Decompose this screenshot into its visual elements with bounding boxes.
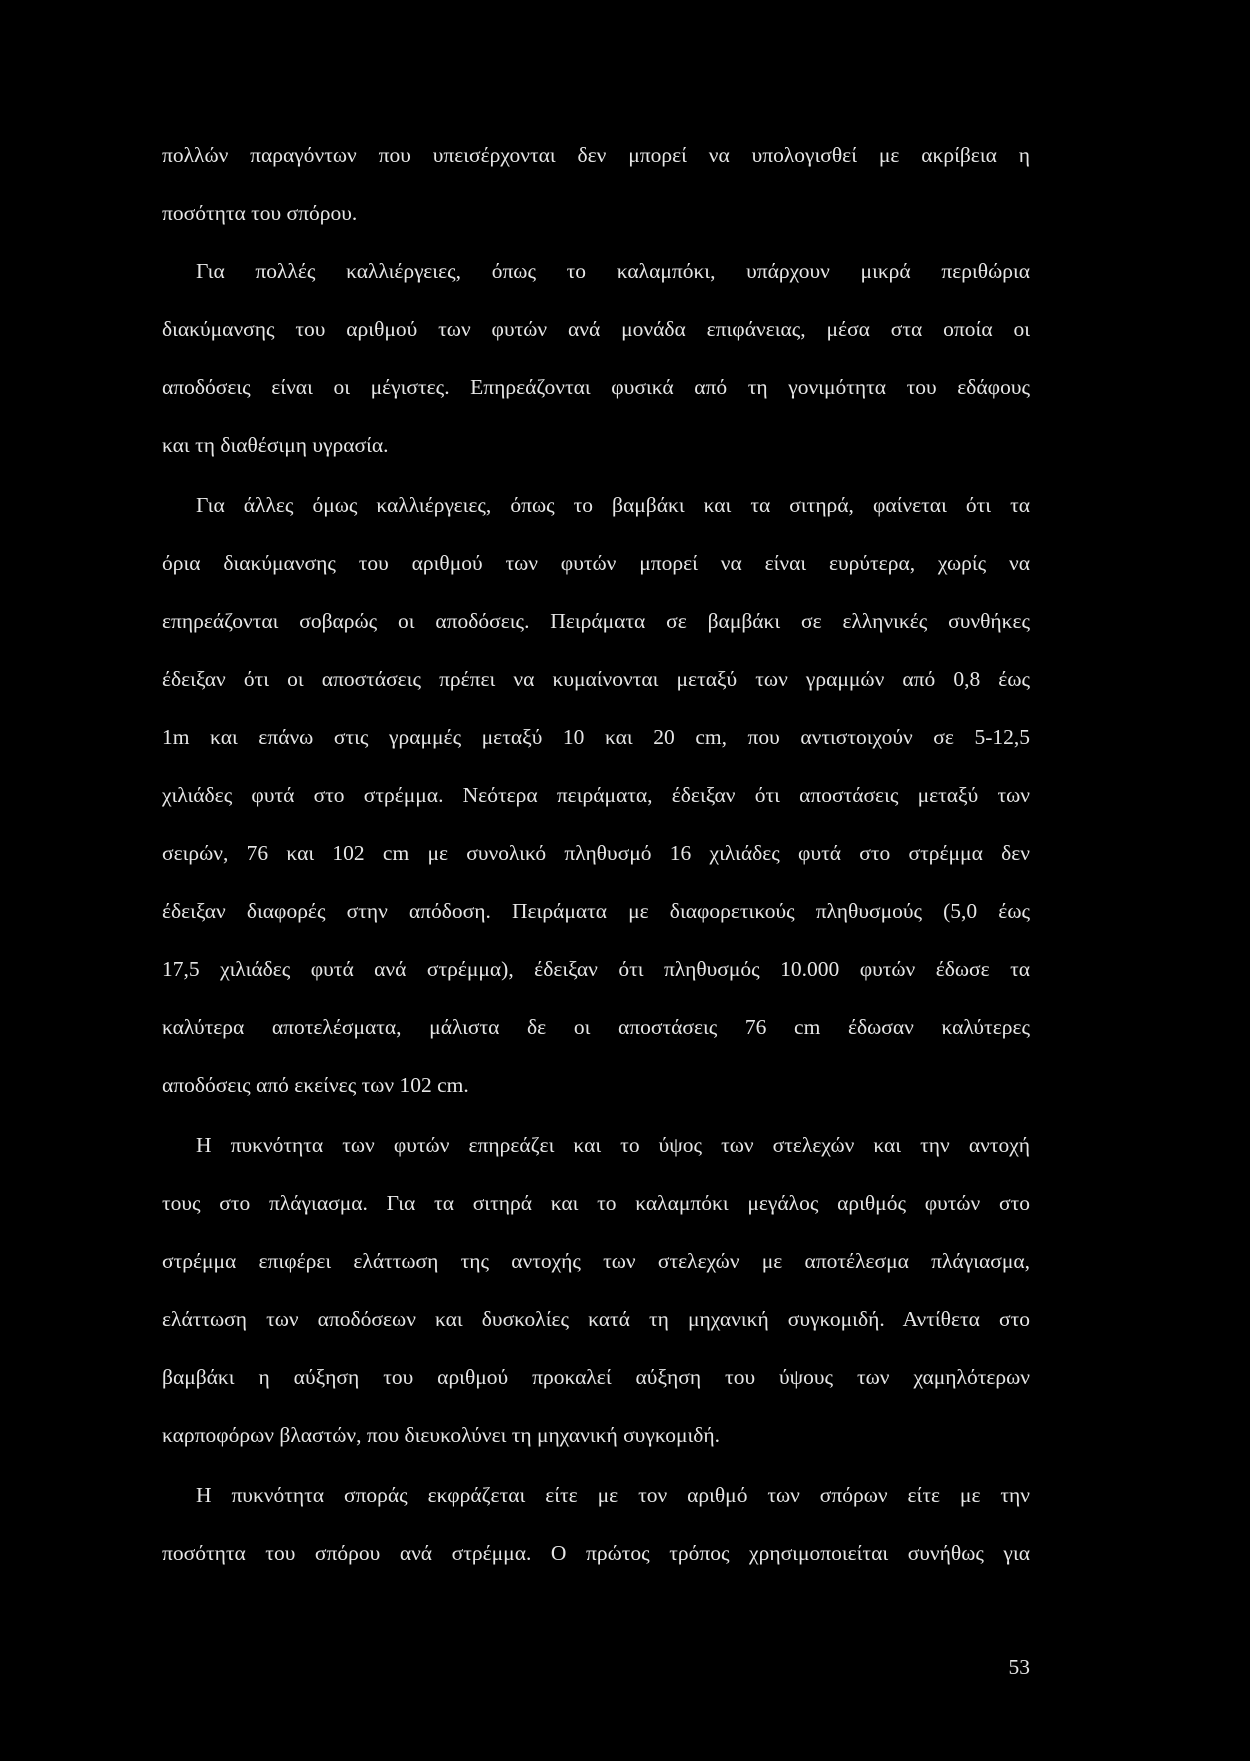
text-line: αποδόσεις από εκείνες των 102 cm.: [162, 1073, 469, 1097]
paragraph-first-line: Η πυκνότητα των φυτών επηρεάζει και το ύψος των στελεχών και την αντοχή: [196, 1133, 1030, 1157]
text-line: έδειξαν ότι οι αποστάσεις πρέπει να κυμαίνονται μεταξύ των γραμμών από 0,8 έως: [162, 667, 1030, 691]
text-line: επηρεάζονται σοβαρώς οι αποδόσεις. Πειράματα σε βαμβάκι σε ελληνικές συνθήκες: [162, 609, 1030, 633]
text-line: διακύμανσης του αριθμού των φυτών ανά μονάδα επιφάνειας, μέσα στα οποία οι: [162, 317, 1030, 341]
text-line: και τη διαθέσιμη υγρασία.: [162, 433, 389, 457]
text-line: ελάττωση των αποδόσεων και δυσκολίες κατά τη μηχανική συγκομιδή. Αντίθετα στο: [162, 1307, 1030, 1331]
text-line: καλύτερα αποτελέσματα, μάλιστα δε οι αποστάσεις 76 cm έδωσαν καλύτερες: [162, 1015, 1030, 1039]
paragraph-first-line: Για πολλές καλλιέργειες, όπως το καλαμπόκι, υπάρχουν μικρά περιθώρια: [196, 259, 1030, 283]
text-line: χιλιάδες φυτά στο στρέμμα. Νεότερα πειράματα, έδειξαν ότι αποστάσεις μεταξύ των: [162, 783, 1030, 807]
text-line: όρια διακύμανσης του αριθμού των φυτών μπορεί να είναι ευρύτερα, χωρίς να: [162, 551, 1030, 575]
text-line: σειρών, 76 και 102 cm με συνολικό πληθυσμό 16 χιλιάδες φυτά στο στρέμμα δεν: [162, 841, 1030, 865]
text-line: ποσότητα του σπόρου.: [162, 201, 358, 225]
text-line: στρέμμα επιφέρει ελάττωση της αντοχής των στελεχών με αποτέλεσμα πλάγιασμα,: [162, 1249, 1030, 1273]
text-line: έδειξαν διαφορές στην απόδοση. Πειράματα με διαφορετικούς πληθυσμούς (5,0 έως: [162, 899, 1030, 923]
text-line: πολλών παραγόντων που υπεισέρχονται δεν μπορεί να υπολογισθεί με ακρίβεια η: [162, 143, 1030, 167]
text-line: καρποφόρων βλαστών, που διευκολύνει τη μηχανική συγκομιδή.: [162, 1423, 721, 1447]
text-line: αποδόσεις είναι οι μέγιστες. Επηρεάζονται φυσικά από τη γονιμότητα του εδάφους: [162, 375, 1030, 399]
page-number: 53: [1008, 1655, 1030, 1679]
text-line: βαμβάκι η αύξηση του αριθμού προκαλεί αύξηση του ύψους των χαμηλότερων: [162, 1365, 1030, 1389]
text-line: ποσότητα του σπόρου ανά στρέμμα. Ο πρώτος τρόπος χρησιμοποιείται συνήθως για: [162, 1541, 1030, 1565]
paragraph-first-line: Για άλλες όμως καλλιέργειες, όπως το βαμβάκι και τα σιτηρά, φαίνεται ότι τα: [196, 493, 1030, 517]
text-line: 1m και επάνω στις γραμμές μεταξύ 10 και 20 cm, που αντιστοιχούν σε 5-12,5: [162, 725, 1030, 749]
text-line: 17,5 χιλιάδες φυτά ανά στρέμμα), έδειξαν ότι πληθυσμός 10.000 φυτών έδωσε τα: [162, 957, 1030, 981]
paragraph-first-line: Η πυκνότητα σποράς εκφράζεται είτε με τον αριθμό των σπόρων είτε με την: [196, 1483, 1030, 1507]
text-line: τους στο πλάγιασμα. Για τα σιτηρά και το καλαμπόκι μεγάλος αριθμός φυτών στο: [162, 1191, 1030, 1215]
